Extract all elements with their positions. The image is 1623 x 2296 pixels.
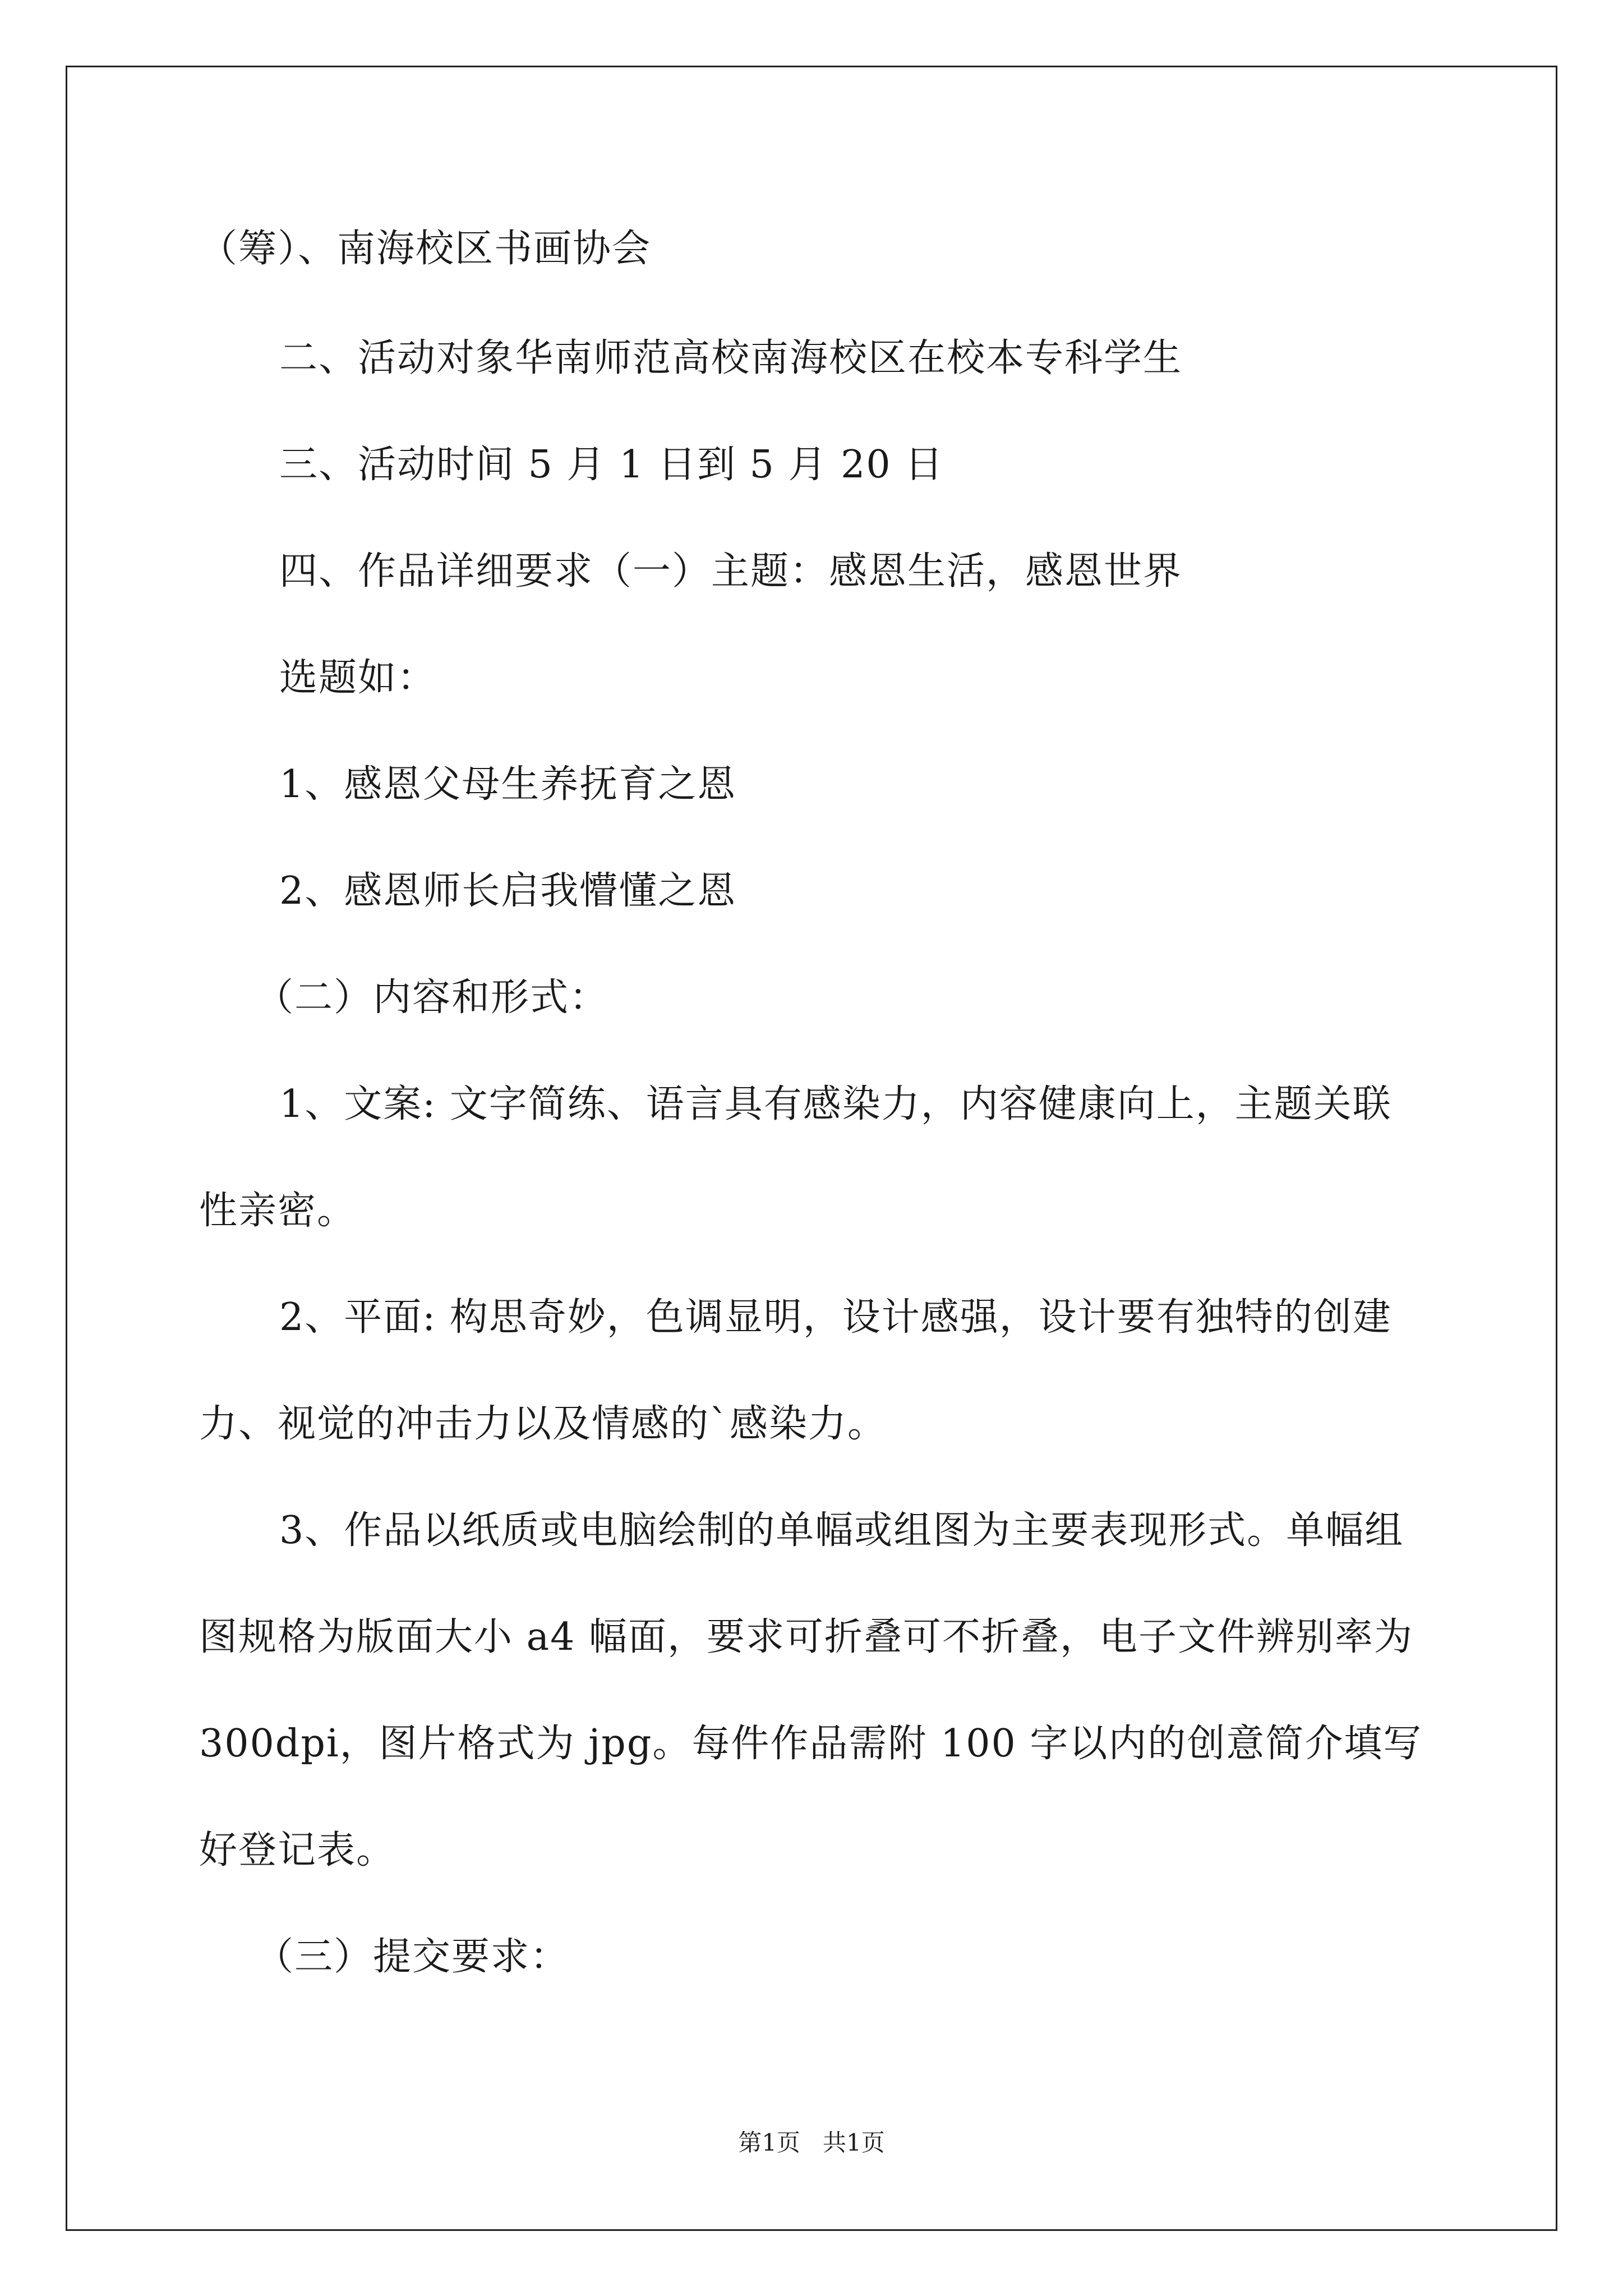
text-line: （筹）、南海校区书画协会 bbox=[199, 227, 652, 271]
text-line: 四、作品详细要求（一）主题：感恩生活，感恩世界 bbox=[279, 549, 1183, 593]
text-line: 300dpi，图片格式为 jpg。每件作品需附 100 字以内的创意简介填写 bbox=[199, 1722, 1423, 1766]
text-line: （二）内容和形式： bbox=[255, 976, 609, 1020]
text-line: 2、平面: 构思奇妙，色调显明，设计感强，设计要有独特的创建 bbox=[279, 1295, 1392, 1340]
text-line: 二、活动对象华南师范高校南海校区在校本专科学生 bbox=[279, 336, 1183, 380]
text-line: 力、视觉的冲击力以及情感的`感染力。 bbox=[199, 1402, 887, 1446]
page-border bbox=[66, 66, 1557, 2231]
text-line: 1、文案: 文字简练、语言具有感染力，内容健康向上，主题关联 bbox=[279, 1082, 1392, 1126]
page-number-footer: 第1页 共1页 bbox=[738, 2129, 885, 2156]
text-line: 图规格为版面大小 a4 幅面，要求可折叠可不折叠，电子文件辨别率为 bbox=[199, 1615, 1414, 1659]
text-line: 三、活动时间 5 月 1 日到 5 月 20 日 bbox=[279, 443, 944, 487]
text-line: 性亲密。 bbox=[199, 1189, 357, 1233]
text-line: （三）提交要求： bbox=[255, 1935, 570, 1979]
text-line: 3、作品以纸质或电脑绘制的单幅或组图为主要表现形式。单幅组 bbox=[279, 1508, 1404, 1553]
text-line: 好登记表。 bbox=[199, 1828, 396, 1872]
text-line: 选题如： bbox=[279, 656, 437, 700]
text-line: 2、感恩师长启我懵懂之恩 bbox=[279, 869, 737, 913]
text-line: 1、感恩父母生养抚育之恩 bbox=[279, 762, 737, 807]
